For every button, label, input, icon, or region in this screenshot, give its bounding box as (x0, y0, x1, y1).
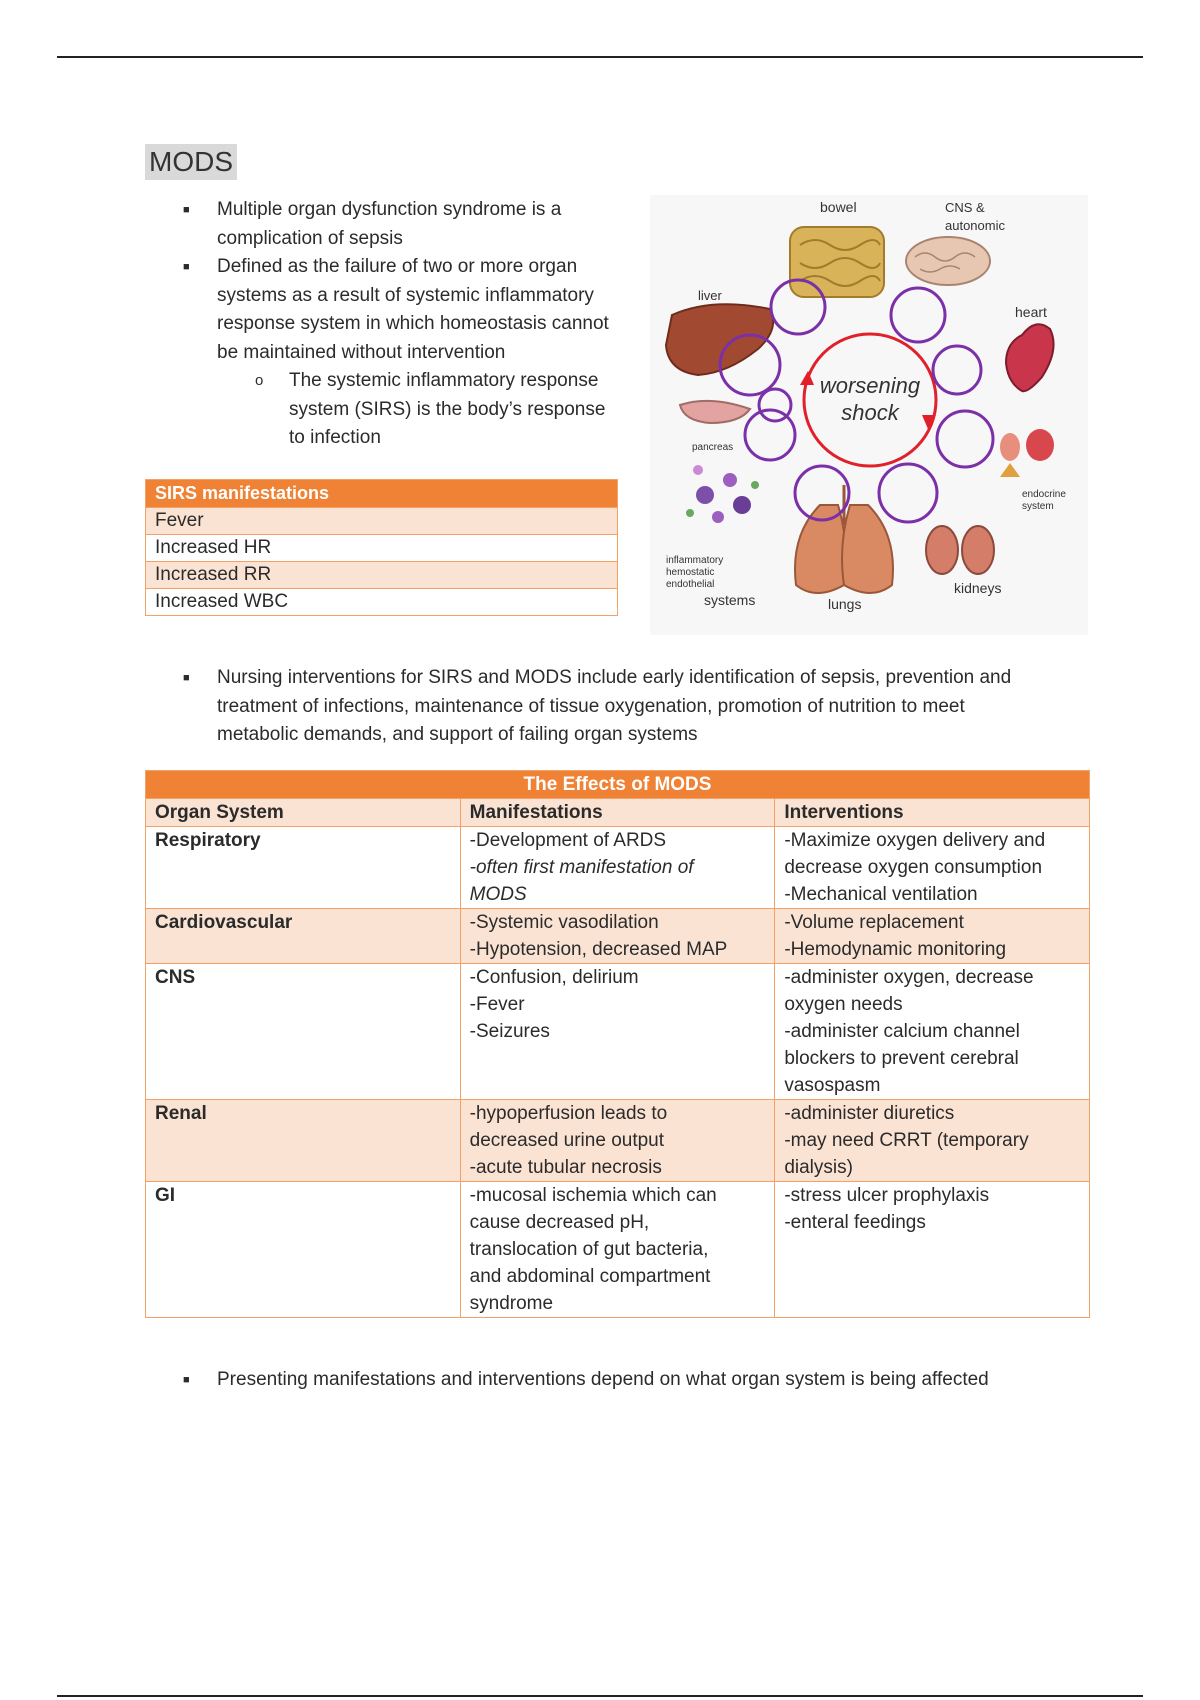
brain-illustration (906, 237, 990, 285)
bullet-line: be maintained without intervention (217, 341, 506, 363)
cell-line: -often first manifestation of (469, 857, 694, 878)
inflammatory-cells-illustration (686, 465, 759, 523)
cell-line: -stress ulcer prophylaxis (784, 1185, 990, 1206)
bullet-line: Multiple organ dysfunction syndrome is a (217, 199, 562, 220)
bullet-line: Presenting manifestations and interventions depend on what organ system is being affected (217, 1369, 989, 1390)
cell-line: -Systemic vasodilation (469, 912, 659, 933)
label-cns: autonomic (945, 218, 1005, 233)
column-header: Organ System (146, 799, 461, 827)
organ-diagram (650, 195, 1088, 635)
column-header: Interventions (775, 799, 1090, 827)
bullet-marker: ■ (183, 672, 190, 684)
label-inflammatory: inflammatory (666, 555, 724, 566)
cell-line: decreased urine output (469, 1130, 665, 1151)
sub-bullet-marker: o (255, 372, 264, 389)
bullet-item (145, 664, 1135, 750)
bullet-marker: ■ (183, 261, 190, 273)
table-row (146, 827, 1090, 909)
interventions-cell (775, 964, 1090, 1100)
cell-line: -acute tubular necrosis (469, 1157, 662, 1178)
endocrine-illustration (1000, 429, 1054, 477)
cell-line: -administer oxygen, decrease (784, 967, 1034, 988)
cell-line: MODS (469, 884, 527, 905)
table-row (146, 964, 1090, 1100)
manifestations-cell (460, 909, 775, 964)
cell-line: vasospasm (784, 1075, 881, 1096)
organ-cell: Renal (146, 1100, 461, 1182)
sirs-table (145, 479, 618, 616)
manifestations-cell (460, 827, 775, 909)
mods-table-title: The Effects of MODS (146, 771, 1090, 799)
pancreas-illustration (680, 401, 750, 423)
label-liver: liver (698, 288, 722, 303)
bullet-line: response system in which homeostasis cannot (217, 313, 609, 334)
cell-line: decrease oxygen consumption (784, 857, 1043, 878)
sirs-row: Increased RR (146, 562, 618, 589)
cell-line: cause decreased pH, (469, 1212, 650, 1233)
cell-line: -mucosal ischemia which can (469, 1185, 717, 1206)
cell-line: -administer calcium channel (784, 1021, 1020, 1042)
label-heart: heart (1015, 304, 1047, 320)
sirs-table-header: SIRS manifestations (146, 480, 618, 508)
bullet-line: metabolic demands, and support of failing organ systems (217, 724, 698, 745)
manifestations-cell (460, 1100, 775, 1182)
column-header: Manifestations (460, 799, 775, 827)
cell-line: -Development of ARDS (469, 830, 667, 851)
label-bowel: bowel (820, 199, 857, 215)
manifestations-cell (460, 964, 775, 1100)
cell-line: -Volume replacement (784, 912, 964, 933)
bottom-rule (57, 1695, 1143, 1697)
cell-line: syndrome (469, 1293, 554, 1314)
interventions-cell (775, 1182, 1090, 1318)
bullet-item (145, 196, 665, 253)
cell-line: translocation of gut bacteria, (469, 1239, 709, 1260)
sirs-row: Fever (146, 508, 618, 535)
intro-bullet-list (145, 196, 665, 453)
table-row (146, 909, 1090, 964)
label-cns: CNS & (945, 200, 985, 215)
label-pancreas: pancreas (692, 442, 734, 453)
cell-line: -enteral feedings (784, 1212, 926, 1233)
bullet-line: systems as a result of systemic inflammatory (217, 284, 594, 306)
lungs-illustration (795, 485, 893, 593)
cell-line: -Maximize oxygen delivery and (784, 830, 1046, 851)
nursing-bullet-list (145, 664, 1135, 750)
label-systems: systems (704, 592, 756, 608)
bullet-line: Defined as the failure of two or more organ (217, 256, 578, 277)
cell-line: and abdominal compartment (469, 1266, 711, 1287)
final-bullet-list (145, 1366, 1135, 1395)
center-text-line: worsening (819, 373, 921, 398)
bullet-item (145, 1366, 1135, 1395)
cell-line: -Confusion, delirium (469, 967, 639, 988)
cell-line: -Hypotension, decreased MAP (469, 939, 728, 960)
center-text-line: shock (841, 400, 899, 425)
sub-bullet-line: system (SIRS) is the body’s response (289, 398, 606, 420)
bowel-illustration (790, 227, 884, 297)
cell-line: blockers to prevent cerebral (784, 1048, 1019, 1069)
label-kidneys: kidneys (954, 580, 1002, 596)
top-rule (57, 56, 1143, 58)
cell-line: -Fever (469, 994, 525, 1015)
bullet-line: complication of sepsis (217, 227, 403, 249)
table-row (146, 1100, 1090, 1182)
label-inflammatory: endothelial (666, 579, 715, 590)
cell-line: oxygen needs (784, 994, 903, 1015)
bullet-marker: ■ (183, 204, 190, 216)
kidneys-illustration (926, 526, 994, 574)
label-lungs: lungs (828, 596, 862, 612)
bullet-marker: ■ (183, 1374, 190, 1386)
organ-cell: Respiratory (146, 827, 461, 909)
sub-bullet-item (217, 367, 665, 453)
sub-bullet-list (217, 367, 665, 453)
interventions-cell (775, 1100, 1090, 1182)
cell-line: -administer diuretics (784, 1103, 955, 1124)
cell-line: -may need CRRT (temporary (784, 1130, 1029, 1151)
cell-line: dialysis) (784, 1157, 853, 1178)
interventions-cell (775, 909, 1090, 964)
mods-effects-table (145, 770, 1090, 1318)
sirs-row: Increased HR (146, 535, 618, 562)
sirs-row: Increased WBC (146, 589, 618, 616)
bullet-line: treatment of infections, maintenance of tissue oxygenation, promotion of nutrition to meet (217, 695, 965, 717)
heart-illustration (1006, 324, 1054, 391)
cell-line: -hypoperfusion leads to (469, 1103, 668, 1124)
organ-cell: GI (146, 1182, 461, 1318)
sub-bullet-line: to infection (289, 427, 381, 448)
organ-cell: CNS (146, 964, 461, 1100)
table-row (146, 1182, 1090, 1318)
label-endocrine: system (1022, 501, 1054, 512)
label-endocrine: endocrine (1022, 489, 1066, 500)
cell-line: -Mechanical ventilation (784, 884, 978, 905)
cell-line: -Hemodynamic monitoring (784, 939, 1007, 960)
manifestations-cell (460, 1182, 775, 1318)
cell-line: -Seizures (469, 1021, 550, 1042)
page-title: MODS (145, 144, 237, 180)
interventions-cell (775, 827, 1090, 909)
sub-bullet-line: The systemic inflammatory response (289, 370, 599, 391)
bullet-line: Nursing interventions for SIRS and MODS include early identification of sepsis, prevention and (217, 667, 1012, 688)
bullet-item (145, 253, 665, 453)
label-inflammatory: hemostatic (666, 567, 715, 578)
worsening-shock-figure (650, 195, 1088, 635)
organ-cell: Cardiovascular (146, 909, 461, 964)
